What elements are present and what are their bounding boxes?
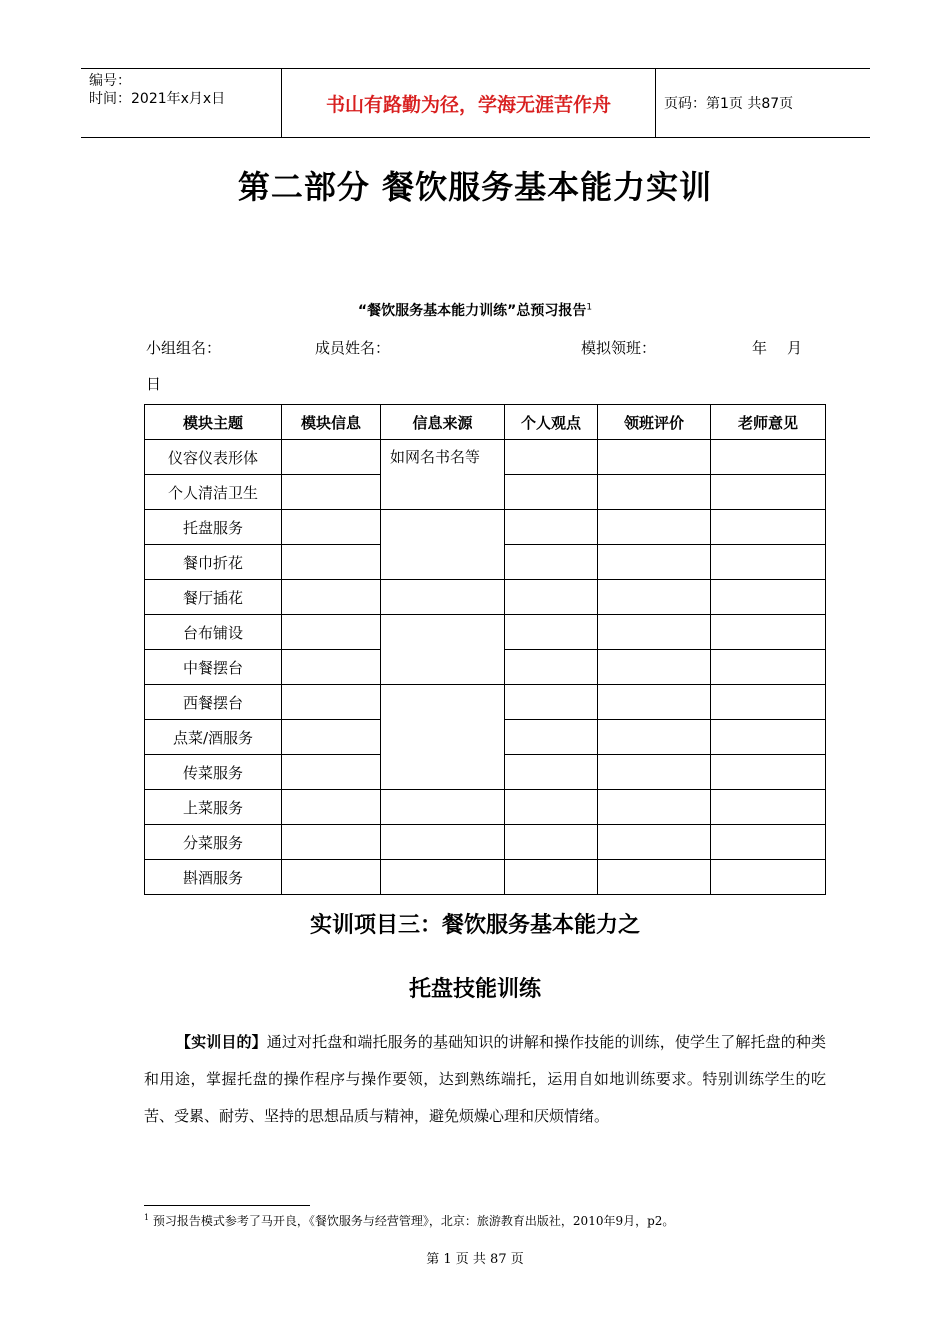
purpose-text: 通过对托盘和端托服务的基础知识的讲解和操作技能的训练，使学生了解托盘的种类和用途，掌握托盘的操作程序与操作要领，达到熟练端托，运用自如地训练要求。特别训练学生的吃苦、受累、耐劳、坚持的思想品质与精神，避免烦燥心理和厌烦情绪。 — [144, 1033, 826, 1125]
table-row — [145, 825, 826, 860]
module-topic: 餐巾折花 — [145, 545, 282, 580]
module-topic: 仪容仪表形体 — [145, 440, 282, 475]
cell-empty[interactable] — [598, 545, 711, 580]
main-title: 第二部分 餐饮服务基本能力实训 — [237, 168, 713, 206]
table-row — [145, 580, 826, 615]
column-header: 领班评价 — [598, 405, 711, 440]
cell-empty[interactable] — [505, 790, 598, 825]
section-title-line1: 实训项目三：餐饮服务基本能力之 — [309, 913, 640, 938]
cell-empty[interactable] — [711, 615, 826, 650]
footnote-mark: 1 — [144, 1213, 150, 1222]
cell-empty[interactable] — [282, 720, 381, 755]
cell-empty[interactable] — [505, 825, 598, 860]
cell-empty[interactable] — [711, 440, 826, 475]
cell-empty[interactable] — [282, 615, 381, 650]
footnote — [144, 1212, 674, 1229]
module-topic: 中餐摆台 — [145, 650, 282, 685]
cell-empty[interactable] — [505, 720, 598, 755]
cell-empty[interactable] — [381, 580, 505, 615]
cell-empty[interactable] — [711, 825, 826, 860]
module-topic: 台布铺设 — [145, 615, 282, 650]
cell-empty[interactable] — [711, 685, 826, 720]
cell-empty[interactable] — [598, 720, 711, 755]
cell-empty-merged[interactable] — [381, 510, 505, 580]
cell-empty[interactable] — [598, 475, 711, 510]
cell-empty[interactable] — [711, 860, 826, 895]
cell-empty[interactable] — [282, 755, 381, 790]
cell-empty[interactable] — [505, 685, 598, 720]
column-header: 老师意见 — [711, 405, 826, 440]
cell-empty[interactable] — [282, 440, 381, 475]
cell-empty[interactable] — [505, 545, 598, 580]
table-row — [145, 790, 826, 825]
cell-empty[interactable] — [711, 720, 826, 755]
table-row — [145, 685, 826, 720]
cell-empty[interactable] — [282, 650, 381, 685]
month-label: 月 — [787, 339, 803, 357]
cell-empty-merged[interactable] — [381, 615, 505, 685]
cell-empty[interactable] — [598, 650, 711, 685]
cell-empty[interactable] — [598, 755, 711, 790]
cell-empty[interactable] — [282, 685, 381, 720]
cell-empty[interactable] — [711, 650, 826, 685]
cell-empty[interactable] — [598, 825, 711, 860]
table-header-row — [145, 405, 826, 440]
cell-empty[interactable] — [711, 790, 826, 825]
module-table — [144, 404, 826, 895]
purpose-paragraph — [144, 1024, 826, 1135]
cell-empty[interactable] — [711, 475, 826, 510]
member-name-label: 成员姓名： — [315, 339, 391, 357]
header-page-info: 页码：第1页 共87页 — [664, 96, 794, 112]
footnote-divider — [144, 1205, 310, 1206]
day-label: 日 — [146, 375, 162, 393]
module-topic: 西餐摆台 — [145, 685, 282, 720]
module-topic: 点菜/酒服务 — [145, 720, 282, 755]
cell-empty[interactable] — [505, 755, 598, 790]
table-row — [145, 440, 826, 475]
column-header: 个人观点 — [505, 405, 598, 440]
header-number-label: 编号： — [89, 73, 131, 89]
cell-empty[interactable] — [505, 510, 598, 545]
cell-empty[interactable] — [711, 545, 826, 580]
year-label: 年 — [752, 339, 768, 357]
source-note: 如网名书名等 — [381, 440, 505, 510]
cell-empty[interactable] — [598, 685, 711, 720]
module-topic: 斟酒服务 — [145, 860, 282, 895]
cell-empty[interactable] — [282, 860, 381, 895]
cell-empty[interactable] — [598, 790, 711, 825]
cell-empty[interactable] — [598, 615, 711, 650]
table-row — [145, 615, 826, 650]
table-row — [145, 860, 826, 895]
module-topic: 餐厅插花 — [145, 580, 282, 615]
cell-empty[interactable] — [598, 440, 711, 475]
cell-empty[interactable] — [282, 790, 381, 825]
cell-empty[interactable] — [711, 580, 826, 615]
cell-empty[interactable] — [282, 475, 381, 510]
cell-empty[interactable] — [505, 650, 598, 685]
cell-empty[interactable] — [505, 580, 598, 615]
module-topic: 分菜服务 — [145, 825, 282, 860]
cell-empty-merged[interactable] — [381, 685, 505, 790]
section-title-line2: 托盘技能训练 — [408, 977, 541, 1002]
table-row — [145, 510, 826, 545]
cell-empty[interactable] — [711, 755, 826, 790]
cell-empty[interactable] — [598, 580, 711, 615]
purpose-label: 【实训目的】 — [176, 1033, 267, 1051]
column-header: 模块信息 — [282, 405, 381, 440]
module-topic: 上菜服务 — [145, 790, 282, 825]
header-meta — [81, 69, 281, 137]
report-title — [0, 300, 950, 320]
report-title-text: “餐饮服务基本能力训练”总预习报告 — [357, 303, 587, 319]
cell-empty[interactable] — [381, 790, 505, 825]
module-topic: 传菜服务 — [145, 755, 282, 790]
page-footer: 第 1 页 共 87 页 — [426, 1252, 524, 1267]
cell-empty[interactable] — [505, 860, 598, 895]
module-topic: 个人清洁卫生 — [145, 475, 282, 510]
header-motto: 书山有路勤为径，学海无涯苦作舟 — [281, 69, 656, 137]
cell-empty[interactable] — [505, 615, 598, 650]
column-header: 信息来源 — [381, 405, 505, 440]
cell-empty[interactable] — [711, 510, 826, 545]
cell-empty[interactable] — [598, 860, 711, 895]
cell-empty[interactable] — [282, 825, 381, 860]
cell-empty[interactable] — [282, 510, 381, 545]
footnote-ref: 1 — [586, 302, 593, 313]
column-header: 模块主题 — [145, 405, 282, 440]
cell-empty[interactable] — [381, 825, 505, 860]
page-header — [81, 68, 870, 138]
cell-empty[interactable] — [505, 475, 598, 510]
cell-empty[interactable] — [505, 440, 598, 475]
module-topic: 托盘服务 — [145, 510, 282, 545]
cell-empty[interactable] — [598, 510, 711, 545]
cell-empty[interactable] — [282, 580, 381, 615]
cell-empty[interactable] — [282, 545, 381, 580]
footnote-text: 预习报告模式参考了马开良，《餐饮服务与经营管理》，北京：旅游教育出版社，2010年9月，p2。 — [152, 1214, 675, 1228]
header-date-label: 时间：2021年x月x日 — [89, 91, 226, 107]
leader-label: 模拟领班： — [581, 339, 657, 357]
group-name-label: 小组组名： — [146, 339, 222, 357]
cell-empty[interactable] — [381, 860, 505, 895]
